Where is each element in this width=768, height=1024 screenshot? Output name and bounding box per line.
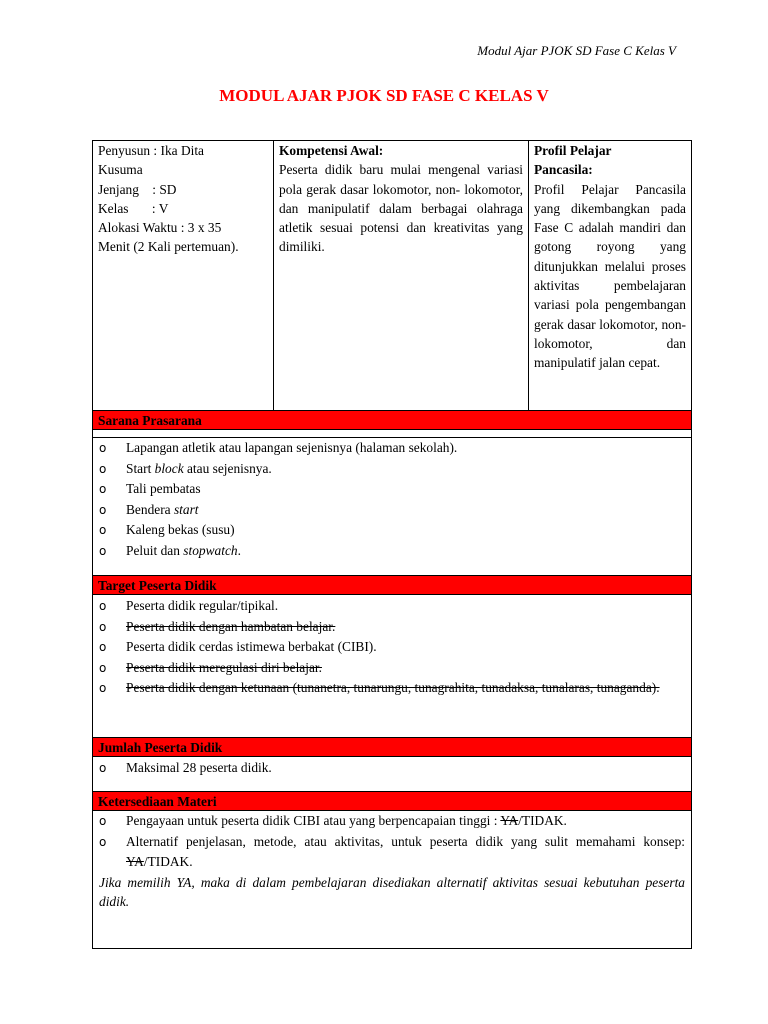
list-item: o Peluit dan stopwatch. xyxy=(93,541,691,562)
info-row xyxy=(93,141,691,411)
bullet-icon: o xyxy=(99,482,107,496)
list-item: o Bendera start xyxy=(93,500,691,521)
list-item: o Peserta didik cerdas istimewa berbakat (CIBI). xyxy=(93,637,691,658)
target-heading: Target Peserta Didik xyxy=(93,575,691,595)
list-item-struck: o Peserta didik dengan ketunaan (tunanetra, tunarungu, tunagrahita, tunadaksa, tunalaras, tunaganda). xyxy=(93,678,691,699)
list-item: o Peserta didik regular/tipikal. xyxy=(93,596,691,617)
bullet-icon: o xyxy=(99,502,107,517)
list-item-struck: o Peserta didik meregulasi diri belajar. xyxy=(93,658,691,679)
list-item: o Alternatif penjelasan, metode, atau aktivitas, untuk peserta didik yang sulit memahami konsep: YA/TIDAK. xyxy=(99,833,685,869)
list-item: o Tali pembatas xyxy=(93,479,691,500)
materi-note: Jika memilih YA, maka di dalam pembelajaran disediakan alternatif aktivitas sesuai kebutuhan peserta didik. xyxy=(99,874,685,909)
profil-heading-2: Pancasila: xyxy=(534,162,593,178)
jumlah-section xyxy=(93,758,691,779)
running-head: Modul Ajar PJOK SD Fase C Kelas V xyxy=(477,43,676,58)
info-line: Alokasi Waktu : 3 x 35 xyxy=(98,220,222,236)
target-section xyxy=(93,596,691,699)
module-table xyxy=(92,140,692,949)
list-item: o Maksimal 28 peserta didik. xyxy=(93,758,691,779)
kompetensi-text: Peserta didik baru mulai mengenal variasi pola gerak dasar lokomotor, non- lokomotor, dan manipulatif dalam berbagai olahraga atletik sesuai potensi dan kreativitas yang dimiliki. xyxy=(279,162,523,255)
bullet-icon: o xyxy=(99,599,107,613)
jumlah-heading: Jumlah Peserta Didik xyxy=(93,737,691,757)
bullet-icon: o xyxy=(99,461,107,476)
info-line: Kelas : V xyxy=(98,200,169,216)
bullet-icon: o xyxy=(99,523,107,537)
bullet-icon: o xyxy=(99,681,107,695)
materi-heading: Ketersediaan Materi xyxy=(93,791,691,811)
struck-option: YA xyxy=(126,854,144,869)
sarana-section xyxy=(93,438,691,561)
profil-text-end: manipulatif jalan cepat. xyxy=(534,355,661,371)
bullet-icon: o xyxy=(99,441,107,455)
sarana-list xyxy=(93,438,691,561)
bullet-icon: o xyxy=(99,761,107,775)
list-item: o Kaleng bekas (susu) xyxy=(93,520,691,541)
jumlah-list xyxy=(93,758,691,779)
list-item: o Start block atau sejenisnya. xyxy=(93,459,691,480)
materi-section xyxy=(93,811,691,912)
bullet-icon: o xyxy=(99,543,107,558)
struck-option: YA xyxy=(500,813,519,828)
profil-text: Profil Pelajar Pancasila yang dikembangkan pada Fase C adalah mandiri dan gotong royong yang ditunjukkan melalui proses aktivitas pembelajaran variasi pola pengembangan gerak dasar lokomotor, non-lokomotor, dan xyxy=(534,181,686,351)
bullet-icon: o xyxy=(99,660,107,675)
document-title: MODUL AJAR PJOK SD FASE C KELAS V xyxy=(219,86,549,105)
materi-list xyxy=(93,811,691,873)
profil-cell xyxy=(529,141,691,411)
bullet-icon: o xyxy=(99,814,107,828)
info-line: Menit (2 Kali pertemuan). xyxy=(98,239,239,255)
sarana-heading: Sarana Prasarana xyxy=(93,410,691,430)
info-line: Kusuma xyxy=(98,162,143,178)
info-line: Penyusun : Ika Dita xyxy=(98,143,204,158)
profil-heading: Profil Pelajar xyxy=(534,143,612,158)
author-info-cell xyxy=(93,141,274,411)
bullet-icon: o xyxy=(99,834,107,849)
kompetensi-cell xyxy=(274,141,529,411)
list-item-struck: o Peserta didik dengan hambatan belajar. xyxy=(93,617,691,638)
info-line: Jenjang : SD xyxy=(98,181,177,197)
kompetensi-heading: Kompetensi Awal: xyxy=(279,143,384,158)
list-item: o Pengayaan untuk peserta didik CIBI atau yang berpencapaian tinggi : YA/TIDAK. xyxy=(93,811,691,832)
list-item: o Lapangan atletik atau lapangan sejenisnya (halaman sekolah). xyxy=(93,438,691,459)
bullet-icon: o xyxy=(99,640,107,654)
target-list xyxy=(93,596,691,699)
bullet-icon: o xyxy=(99,619,107,634)
